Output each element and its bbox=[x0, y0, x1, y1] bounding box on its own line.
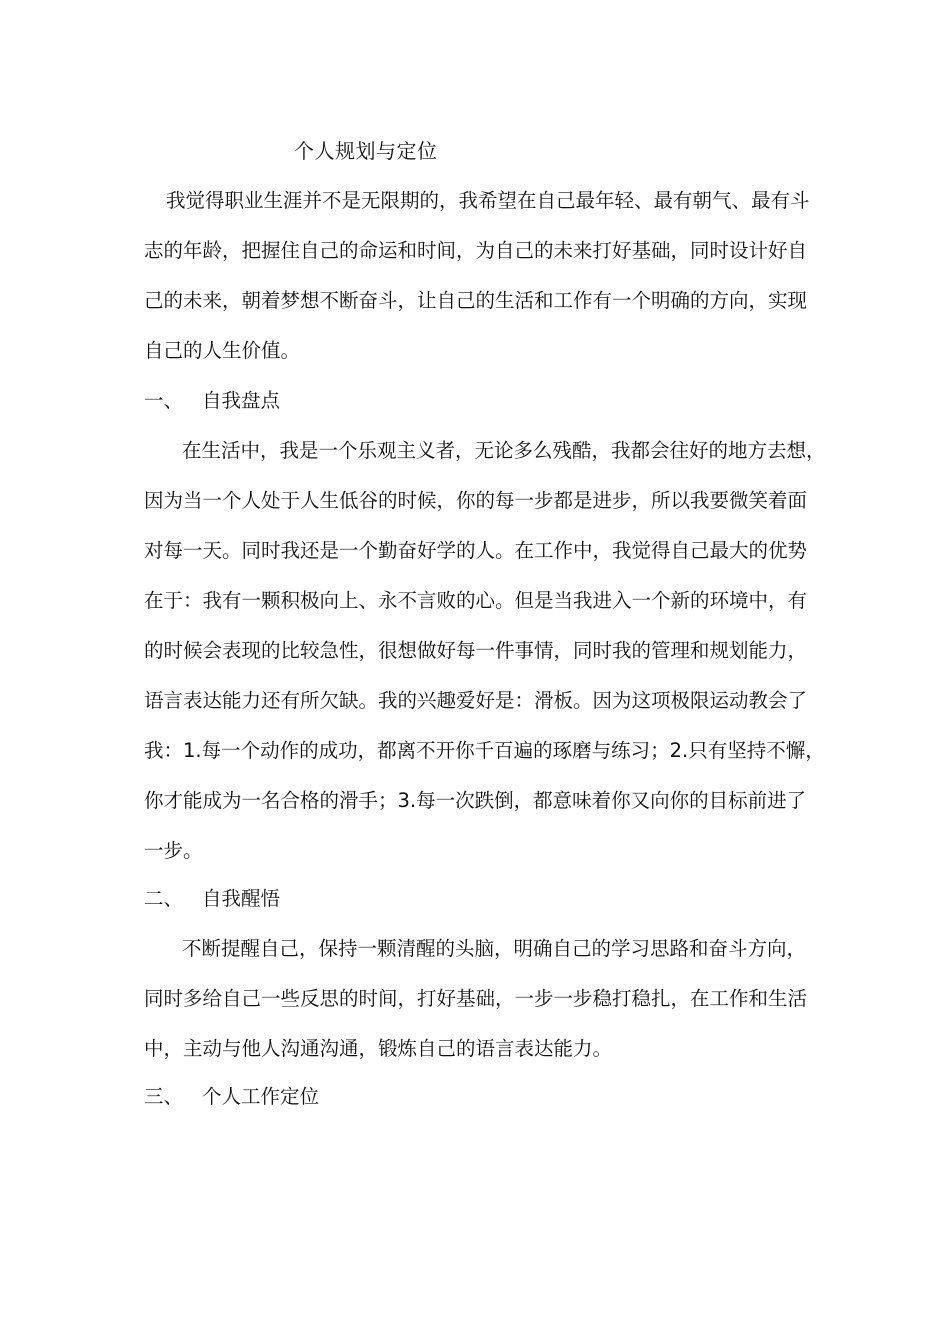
section-title: 自我醒悟 bbox=[202, 887, 281, 910]
section-title: 自我盘点 bbox=[202, 389, 281, 412]
section-number: 二、 bbox=[144, 887, 184, 910]
section-title: 个人工作定位 bbox=[202, 1085, 320, 1108]
paragraph-line: 一步。 bbox=[144, 839, 203, 862]
paragraph-line: 在于：我有一颗积极向上、永不言败的心。但是当我进入一个新的环境中，有 bbox=[144, 589, 808, 612]
document-title: 个人规划与定位 bbox=[294, 139, 438, 163]
intro-line: 志的年龄，把握住自己的命运和时间，为自己的未来打好基础，同时设计好自 bbox=[144, 239, 808, 262]
paragraph-line: 中，主动与他人沟通沟通，锻炼自己的语言表达能力。 bbox=[144, 1037, 613, 1060]
paragraph-line: 对每一天。同时我还是一个勤奋好学的人。在工作中，我觉得自己最大的优势 bbox=[144, 539, 808, 562]
paragraph-line: 同时多给自己一些反思的时间，打好基础，一步一步稳打稳扎，在工作和生活 bbox=[144, 987, 808, 1010]
section-number: 三、 bbox=[144, 1085, 184, 1108]
intro-line: 我觉得职业生涯并不是无限期的，我希望在自己最年轻、最有朝气、最有斗 bbox=[166, 189, 810, 212]
paragraph-line: 我：1.每一个动作的成功，都离不开你千百遍的琢磨与练习；2.只有坚持不懈， bbox=[144, 739, 825, 762]
section-heading-3 bbox=[144, 1082, 319, 1112]
intro-line: 己的未来，朝着梦想不断奋斗，让自己的生活和工作有一个明确的方向，实现 bbox=[144, 289, 808, 312]
section-heading-2 bbox=[144, 884, 280, 914]
paragraph-line: 在生活中，我是一个乐观主义者，无论多么残酷，我都会往好的地方去想， bbox=[182, 439, 826, 462]
section-number: 一、 bbox=[144, 389, 184, 412]
paragraph-line: 的时候会表现的比较急性，很想做好每一件事情，同时我的管理和规划能力， bbox=[144, 639, 808, 662]
paragraph-line: 因为当一个人处于人生低谷的时候，你的每一步都是进步，所以我要微笑着面 bbox=[144, 489, 808, 512]
paragraph-line: 语言表达能力还有所欠缺。我的兴趣爱好是：滑板。因为这项极限运动教会了 bbox=[144, 689, 808, 712]
paragraph-line: 不断提醒自己，保持一颗清醒的头脑，明确自己的学习思路和奋斗方向， bbox=[182, 937, 807, 960]
paragraph-line: 你才能成为一名合格的滑手；3.每一次跌倒，都意味着你又向你的目标前进了 bbox=[144, 789, 807, 812]
section-heading-1 bbox=[144, 386, 280, 416]
intro-line: 自己的人生价值。 bbox=[144, 339, 301, 362]
